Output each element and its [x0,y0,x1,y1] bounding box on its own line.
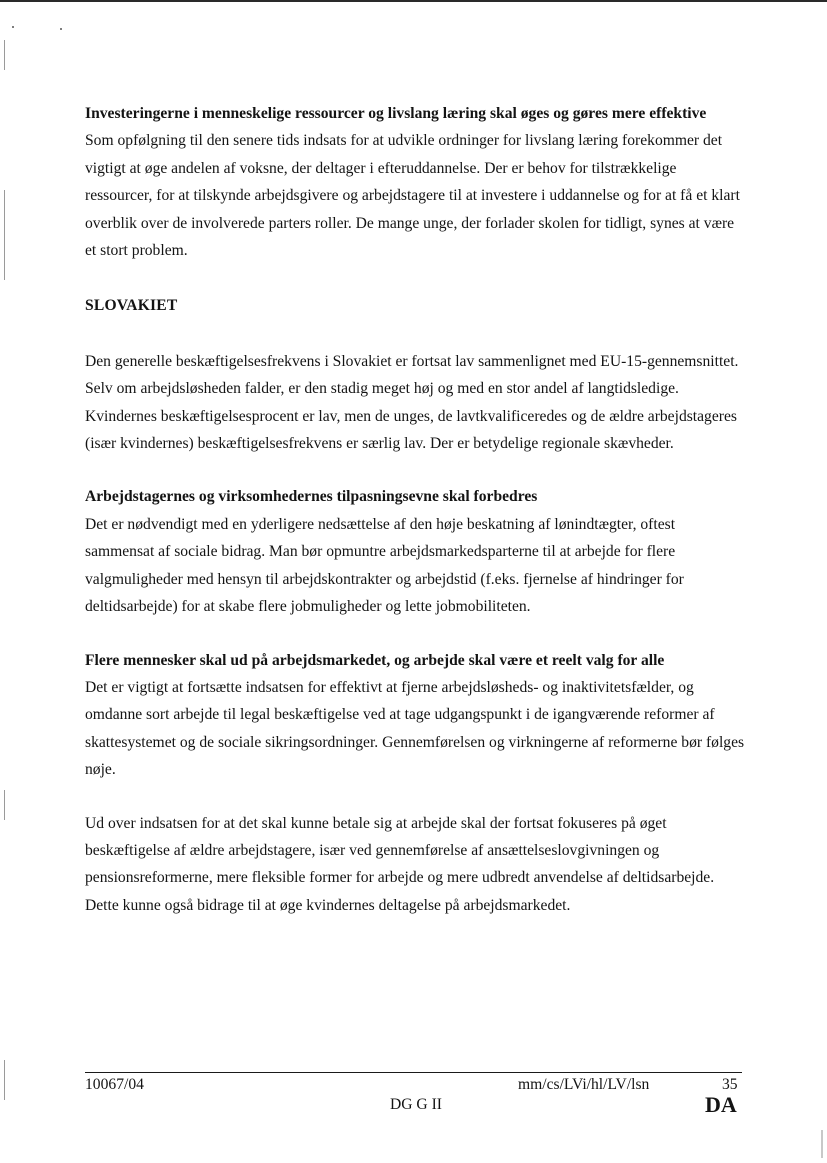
footer-directorate: DG G II [390,1096,442,1113]
scan-edge-top [0,0,827,2]
section-heading-adaptability: Arbejdstagernes og virksomhedernes tilpasningsevne skal forbedres [85,488,538,506]
footer-language-code: DA [705,1092,737,1117]
footer-document-number: 10067/04 [85,1076,144,1093]
section-heading-labour-market: Flere mennesker skal ud på arbejdsmarkedet, og arbejde skal være et reelt valg for alle [85,651,665,669]
scan-edge-left [4,790,5,820]
section-paragraph-labour-market: Det er vigtigt at fortsætte indsatsen for effektivt at fjerne arbejdsløsheds- og inaktivitetsfælder, og omdanne sort arbejde til legal beskæftigelse ved at tage udgangspunkt i de igangværende reformer af skattesystemet og de sociale sikringsordninger. Gennemførelsen og virkningerne af reformerne bør følges nøje. [85,678,745,779]
scan-speck [60,28,62,30]
section-paragraph-older-workers: Ud over indsatsen for at det skal kunne betale sig at arbejde skal der fortsat fokuseres på øget beskæftigelse af ældre arbejdstagere, især ved gennemførelse af ansættelseslovgivningen og pensionsreformerne, mere fleksible former for arbejde og mere udbredt anvendelse af deltidsarbejde. Dette kunne også bidrage til at øge kvindernes deltagelse på arbejdsmarkedet. [85,814,715,914]
scan-edge-right [821,1130,823,1158]
section-paragraph-investments: Som opfølgning til den senere tids indsats for at udvikle ordninger for livslang læring forekommer det vigtigt at øge andelen af voksne, der deltager i efteruddannelse. Der er behov for tilstrækkelige ressourcer, for at tilskynde arbejdsgivere og arbejdstagere til at investere i uddannelse og for at få et klart overblik over de involverede parters roller. De mange unge, der forlader skolen for tidligt, synes at være et stort problem. [85,132,740,260]
section-heading-investments: Investeringerne i menneskelige ressourcer og livslang læring skal øges og gøres mere effektive [85,105,707,122]
document-body [85,100,745,919]
section-paragraph-adaptability: Det er nødvendigt med en yderligere nedsættelse af den høje beskatning af lønindtægter, oftest sammensat af sociale bidrag. Man bør opmuntre arbejdsmarkedsparterne til at arbejde for flere valgmuligheder med hensyn til arbejdskontrakter og arbejdstid (f.eks. fjernelse af hindringer for deltidsarbejde) for at skabe flere jobmuligheder og lette jobmobiliteten. [85,515,684,616]
scan-edge-left [4,190,5,280]
country-title: SLOVAKIET [85,297,178,315]
scan-edge-left [4,40,5,70]
footer-page-number: 35 [722,1076,738,1093]
footer-divider [85,1072,742,1073]
scan-speck [12,26,14,28]
footer-reference: mm/cs/LVi/hl/LV/lsn [518,1076,650,1093]
intro-paragraph: Den generelle beskæftigelsesfrekvens i Slovakiet er fortsat lav sammenlignet med EU-15-gennemsnittet. Selv om arbejdsløsheden falder, er den stadig meget høj og med en stor andel af langtidsledige. Kvindernes beskæftigelsesprocent er lav, men de unges, de lavtkvalificeredes og de ældre arbejdstageres (især kvindernes) beskæftigelsesfrekvens er særlig lav. Der er betydelige regionale skævheder. [85,352,739,453]
scan-edge-left [4,1060,5,1100]
